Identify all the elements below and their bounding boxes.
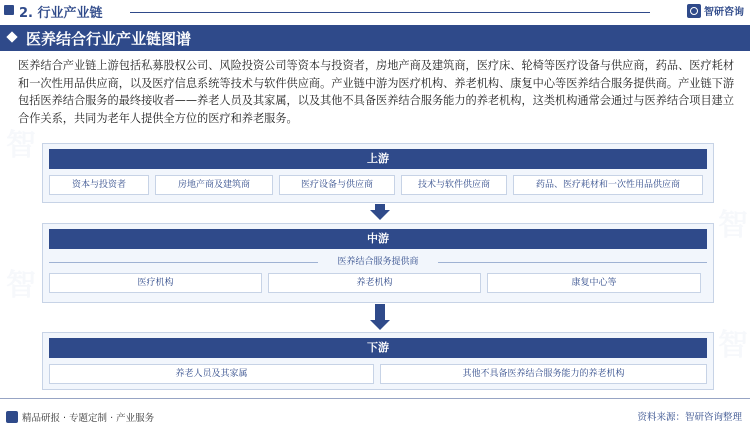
downstream-item: 其他不具备医养结合服务能力的养老机构 xyxy=(380,364,707,384)
footer-tagline xyxy=(6,410,154,424)
title-banner xyxy=(0,25,750,51)
brand xyxy=(687,3,744,18)
midstream-sublabel: 医养结合服务提供商 xyxy=(318,256,438,268)
top-header xyxy=(0,0,750,22)
header-divider xyxy=(130,12,650,13)
midstream-item: 养老机构 xyxy=(268,273,481,293)
down-arrow-icon xyxy=(370,210,390,220)
downstream-header: 下游 xyxy=(49,338,707,358)
upstream-item: 技术与软件供应商 xyxy=(401,175,507,195)
watermark: 智 xyxy=(718,208,748,243)
midstream-item: 康复中心等 xyxy=(487,273,701,293)
source-note: 资料来源：智研咨询整理 xyxy=(637,412,742,423)
upstream-panel xyxy=(42,143,714,203)
downstream-panel xyxy=(42,332,714,390)
footer-tagline-text: 精品研报 · 专题定制 · 产业服务 xyxy=(22,413,155,424)
brand-logo-icon xyxy=(687,4,701,18)
upstream-item: 资本与投资者 xyxy=(49,175,149,195)
upstream-item: 房地产商及建筑商 xyxy=(155,175,273,195)
diamond-icon xyxy=(6,31,17,42)
upstream-item: 药品、医疗耗材和一次性用品供应商 xyxy=(513,175,703,195)
midstream-item: 医疗机构 xyxy=(49,273,262,293)
down-arrow-icon xyxy=(370,320,390,330)
footer-logo-icon xyxy=(6,411,18,423)
upstream-header: 上游 xyxy=(49,149,707,169)
upstream-item: 医疗设备与供应商 xyxy=(279,175,395,195)
brand-name: 智研咨询 xyxy=(704,7,744,18)
footer-divider xyxy=(0,398,750,399)
watermark: 智 xyxy=(6,128,36,163)
watermark: 智 xyxy=(718,328,748,363)
description-paragraph: 医养结合产业链上游包括私募股权公司、风险投资公司等资本与投资者，房地产商及建筑商，医疗床、轮椅等医疗设备与供应商，药品、医疗耗材和一次性用品供应商，以及医疗信息系统等技术与软件供应商。产业链中游为医疗机构、养老机构、康复中心等医养结合服务提供商。产业链下游包括医养结合服务的最终接收者——养老人员及其家属，以及其他不具备医养结合服务能力的养老机构，这类机构通常会通过与医养结合项目建立合作关系，共同为老年人提供全方位的医疗和养老服务。 xyxy=(18,59,735,125)
downstream-item: 养老人员及其家属 xyxy=(49,364,374,384)
midstream-header: 中游 xyxy=(49,229,707,249)
section-title: 2. 行业产业链 xyxy=(19,6,103,21)
flow-arrow xyxy=(375,304,385,320)
midstream-panel xyxy=(42,223,714,303)
section-marker-icon xyxy=(4,5,14,15)
page-title: 医养结合行业产业链图谱 xyxy=(26,30,192,48)
watermark: 智 xyxy=(6,268,36,303)
midstream-subheading xyxy=(49,256,707,268)
